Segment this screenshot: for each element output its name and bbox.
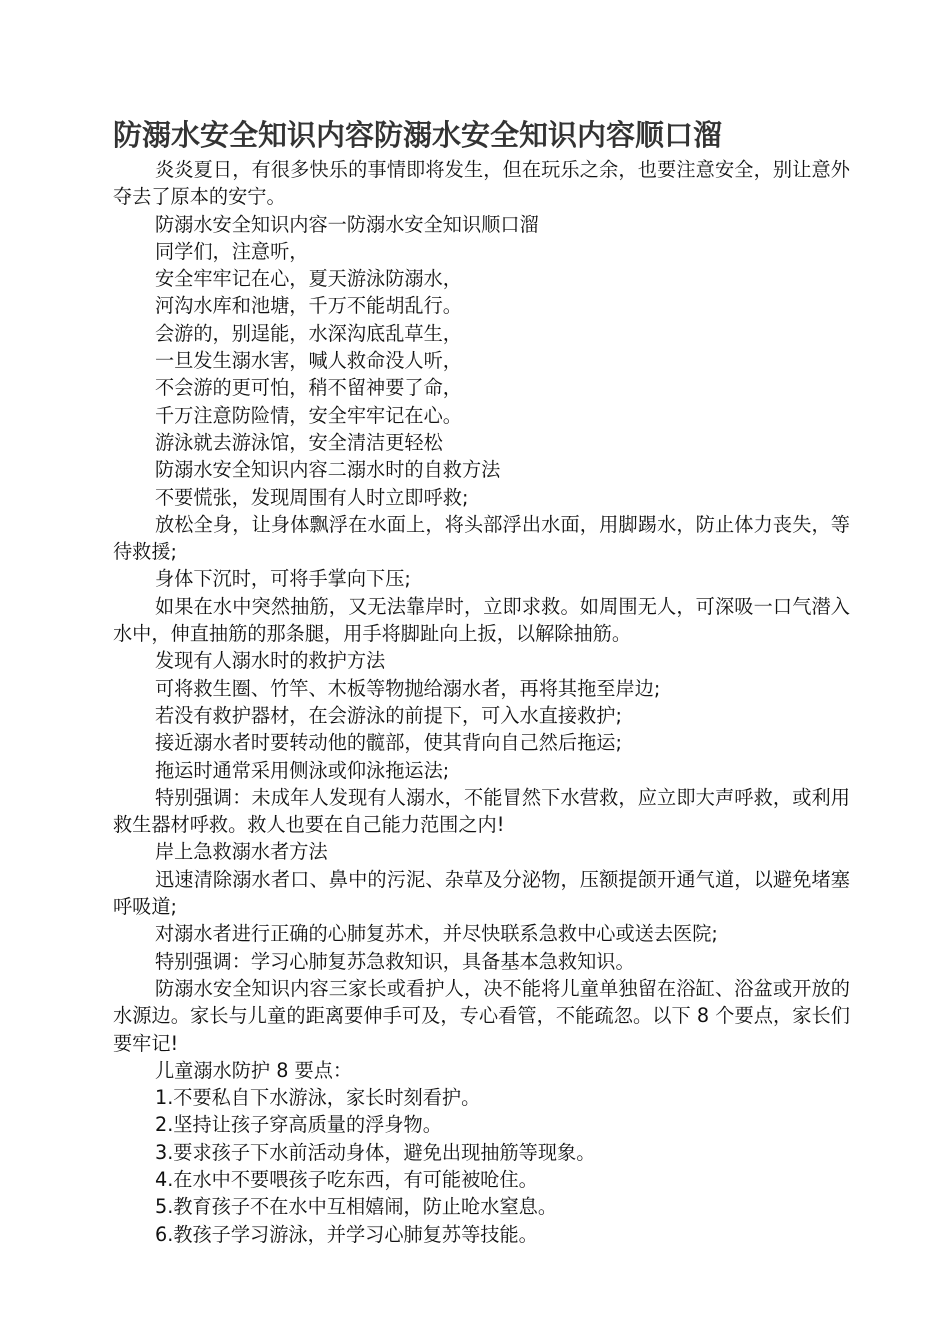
list-item: 3.要求孩子下水前活动身体，避免出现抽筋等现象。 [155, 1140, 596, 1164]
paragraph: 放松全身，让身体飘浮在水面上，将头部浮出水面，用脚踢水，防止体力丧失，等待救援; [113, 512, 850, 564]
paragraph: 会游的，别逞能，水深沟底乱草生， [155, 321, 462, 345]
paragraph: 可将救生圈、竹竿、木板等物抛给溺水者，再将其拖至岸边; [155, 676, 661, 700]
paragraph: 安全牢牢记在心，夏天游泳防溺水， [155, 267, 462, 291]
paragraph: 防溺水安全知识内容一防溺水安全知识顺口溜 [155, 212, 539, 236]
paragraph: 岸上急救溺水者方法 [155, 840, 328, 864]
paragraph: 接近溺水者时要转动他的髋部，使其背向自己然后拖运; [155, 731, 622, 755]
document-title: 防溺水安全知识内容防溺水安全知识内容顺口溜 [113, 118, 723, 152]
paragraph: 特别强调：未成年人发现有人溺水，不能冒然下水营救，应立即大声呼救，或利用救生器材呼救。救人也要在自己能力范围之内! [113, 785, 850, 837]
list-item: 2.坚持让孩子穿高质量的浮身物。 [155, 1113, 442, 1137]
paragraph: 特别强调：学习心肺复苏急救知识，具备基本急救知识。 [155, 949, 635, 973]
paragraph: 同学们，注意听， [155, 239, 309, 263]
paragraph: 若没有救护器材，在会游泳的前提下，可入水直接救护; [155, 703, 622, 727]
paragraph: 拖运时通常采用侧泳或仰泳拖运法; [155, 758, 450, 782]
list-item: 5.教育孩子不在水中互相嬉闹，防止呛水窒息。 [155, 1195, 558, 1219]
paragraph: 防溺水安全知识内容三家长或看护人，决不能将儿童单独留在浴缸、浴盆或开放的水源边。家长与儿童的距离要伸手可及，专心看管，不能疏忽。以下 8 个要点，家长们要牢记! [113, 976, 850, 1055]
document-body [113, 156, 850, 1248]
paragraph: 不要慌张，发现周围有人时立即呼救; [155, 485, 469, 509]
paragraph: 如果在水中突然抽筋，又无法靠岸时，立即求救。如周围无人，可深吸一口气潜入水中，伸直抽筋的那条腿，用手将脚趾向上扳，以解除抽筋。 [113, 594, 850, 646]
paragraph: 防溺水安全知识内容二溺水时的自救方法 [155, 458, 501, 482]
paragraph: 河沟水库和池塘，千万不能胡乱行。 [155, 294, 462, 318]
paragraph: 发现有人溺水时的救护方法 [155, 649, 386, 673]
list-item: 1.不要私自下水游泳，家长时刻看护。 [155, 1086, 481, 1110]
paragraph: 对溺水者进行正确的心肺复苏术，并尽快联系急救中心或送去医院; [155, 922, 718, 946]
list-item: 4.在水中不要喂孩子吃东西，有可能被呛住。 [155, 1167, 538, 1191]
paragraph: 不会游的更可怕，稍不留神要了命， [155, 376, 462, 400]
paragraph: 游泳就去游泳馆，安全清洁更轻松 [155, 430, 443, 454]
paragraph: 迅速清除溺水者口、鼻中的污泥、杂草及分泌物，压额提颌开通气道，以避免堵塞呼吸道; [113, 867, 850, 919]
paragraph: 儿童溺水防护 8 要点： [155, 1058, 353, 1082]
paragraph: 一旦发生溺水害，喊人救命没人听， [155, 349, 462, 373]
paragraph: 千万注意防险情，安全牢牢记在心。 [155, 403, 462, 427]
list-item: 6.教孩子学习游泳，并学习心肺复苏等技能。 [155, 1222, 538, 1246]
paragraph: 炎炎夏日，有很多快乐的事情即将发生，但在玩乐之余，也要注意安全，别让意外夺去了原本的安宁。 [113, 158, 850, 209]
paragraph: 身体下沉时，可将手掌向下压; [155, 567, 411, 591]
